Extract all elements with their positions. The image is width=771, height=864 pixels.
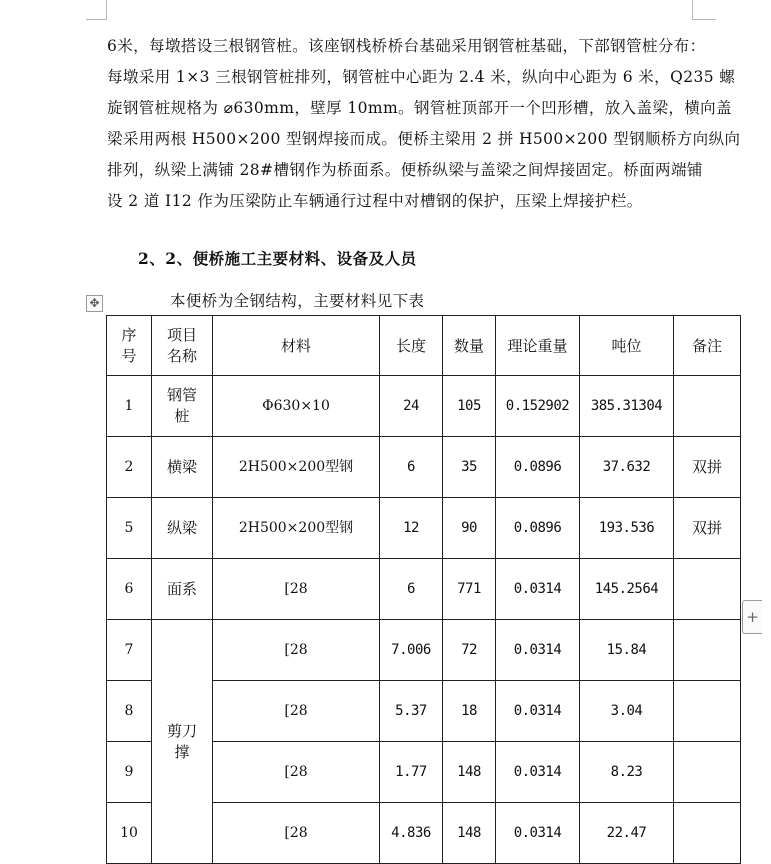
cell-length: 5.37 [380,681,443,742]
cell-seq: 5 [107,498,152,559]
cell-unit-weight: 0.152902 [496,376,580,437]
cell-material: [28 [213,681,380,742]
cell-seq: 7 [107,620,152,681]
paragraph-line: 旋钢管桩规格为 ⌀630mm，壁厚 10mm。钢管桩顶部开一个凹形槽，放入盖梁，横向盖 [107,99,732,117]
cell-seq: 6 [107,559,152,620]
cell-seq: 8 [107,681,152,742]
move-arrows-icon[interactable]: ✥ [86,295,103,312]
cell-quantity: 35 [443,437,496,498]
cell-quantity: 105 [443,376,496,437]
cell-material: Φ630×10 [213,376,380,437]
cell-material: [28 [213,620,380,681]
section-heading: 2、2、便桥施工主要材料、设备及人员 [138,249,417,268]
header-material: 材料 [213,316,380,376]
cell-material: [28 [213,742,380,803]
cell-material: 2H500×200型钢 [213,498,380,559]
cell-tonnage: 15.84 [580,620,674,681]
cell-quantity: 72 [443,620,496,681]
table-header-row [107,316,741,376]
cell-tonnage: 37.632 [580,437,674,498]
cell-seq: 2 [107,437,152,498]
plus-icon[interactable]: + [742,600,762,634]
header-seq: 序号 [107,316,152,376]
cell-note: 双拼 [674,437,741,498]
header-unit-weight: 理论重量 [496,316,580,376]
cell-length: 6 [380,437,443,498]
header-note: 备注 [674,316,741,376]
cell-unit-weight: 0.0896 [496,498,580,559]
cell-tonnage: 385.31304 [580,376,674,437]
cell-length: 6 [380,559,443,620]
table-caption: 本便桥为全钢结构，主要材料见下表 [170,292,425,310]
cell-note [674,559,741,620]
table-row [107,376,741,437]
cell-unit-weight: 0.0314 [496,803,580,864]
cell-unit-weight: 0.0314 [496,681,580,742]
cell-note [674,681,741,742]
cell-tonnage: 145.2564 [580,559,674,620]
cell-tonnage: 8.23 [580,742,674,803]
cell-note [674,803,741,864]
cell-unit-weight: 0.0314 [496,559,580,620]
paragraph-line: 设 2 道 I12 作为压梁防止车辆通行过程中对槽钢的保护，压梁上焊接护栏。 [107,192,643,210]
cell-length: 24 [380,376,443,437]
cell-note: 双拼 [674,498,741,559]
cell-note [674,620,741,681]
materials-table [106,315,741,864]
cell-material: 2H500×200型钢 [213,437,380,498]
cell-note [674,376,741,437]
cell-length: 7.006 [380,620,443,681]
cell-item-name-merged: 剪刀撑 [152,620,213,864]
header-length: 长度 [380,316,443,376]
table-row [107,498,741,559]
cell-note [674,742,741,803]
cell-unit-weight: 0.0314 [496,620,580,681]
cell-seq: 10 [107,803,152,864]
margin-mark-left-horizontal [86,19,107,20]
cell-quantity: 771 [443,559,496,620]
cell-quantity: 18 [443,681,496,742]
cell-length: 12 [380,498,443,559]
table-row [107,559,741,620]
paragraph-line: 6米，每墩搭设三根钢管桩。该座钢栈桥桥台基础采用钢管桩基础，下部钢管桩分布： [107,37,706,55]
cell-item-name: 面系 [152,559,213,620]
cell-seq: 1 [107,376,152,437]
margin-mark-right-vertical [692,0,693,20]
cell-item-name: 横梁 [152,437,213,498]
cell-tonnage: 22.47 [580,803,674,864]
table-row [107,620,741,681]
cell-unit-weight: 0.0314 [496,742,580,803]
cell-tonnage: 3.04 [580,681,674,742]
cell-seq: 9 [107,742,152,803]
header-quantity: 数量 [443,316,496,376]
cell-material: [28 [213,803,380,864]
header-item-name: 项目名称 [152,316,213,376]
cell-quantity: 148 [443,742,496,803]
paragraph-line: 每墩采用 1×3 三根钢管桩排列，钢管桩中心距为 2.4 米，纵向中心距为 6 米，Q235 螺 [107,68,736,86]
paragraph-line: 梁采用两根 H500×200 型钢焊接而成。便桥主梁用 2 拼 H500×200 型钢顺桥方向纵向 [107,130,741,148]
paragraph-line: 排列，纵梁上满铺 28#槽钢作为桥面系。便桥纵梁与盖梁之间焊接固定。桥面两端铺 [107,161,703,179]
margin-mark-right-horizontal [692,19,716,20]
cell-item-name: 纵梁 [152,498,213,559]
cell-tonnage: 193.536 [580,498,674,559]
cell-quantity: 90 [443,498,496,559]
header-tonnage: 吨位 [580,316,674,376]
cell-material: [28 [213,559,380,620]
table-row [107,437,741,498]
cell-length: 4.836 [380,803,443,864]
cell-item-name: 钢管桩 [152,376,213,437]
cell-length: 1.77 [380,742,443,803]
margin-mark-left-vertical [106,0,107,20]
cell-quantity: 148 [443,803,496,864]
cell-unit-weight: 0.0896 [496,437,580,498]
